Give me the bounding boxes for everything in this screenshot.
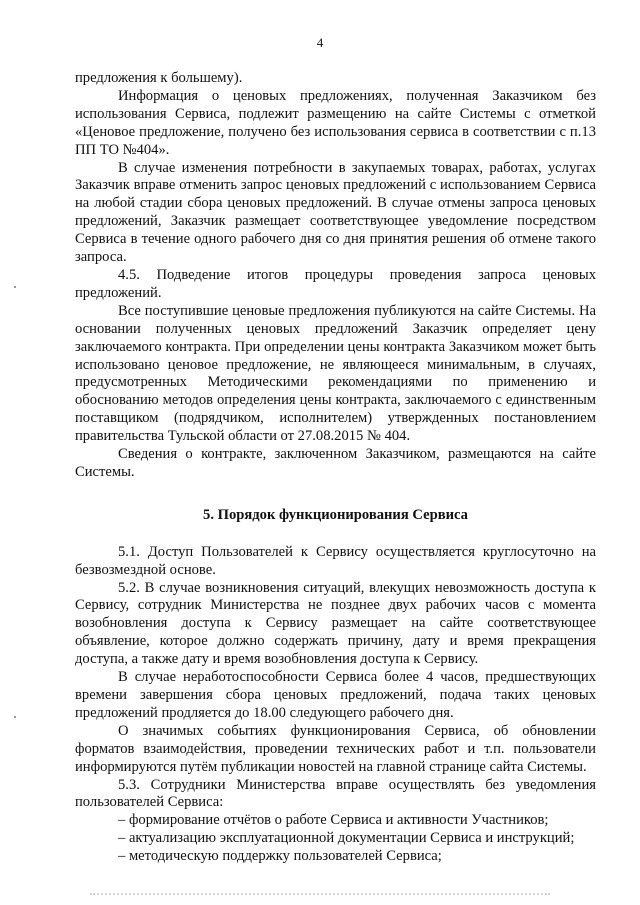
- paragraph: В случае изменения потребности в закупаемых товарах, работах, услугах Заказчик вправе отменить запрос ценовых предложений с использованием Сервиса на любой стадии сбора ценовых предложений. В случае отмены запроса ценовых предложений, Заказчик размещает соответствующее уведомление посредством Сервиса в течение одного рабочего дня со дня принятия решения об отмене такого запроса.: [75, 159, 596, 266]
- paragraph: Все поступившие ценовые предложения публикуются на сайте Системы. На основании полученных ценовых предложений Заказчик определяет цену заключаемого контракта. При определении цены контракта Заказчиком может быть использовано ценовое предложение, не являющееся минимальным, в случаях, предусмотренных Методическими рекомендациями по применению и обоснованию методов определения цены контракта, заключаемого с единственным поставщиком (подрядчиком, исполнителем) утвержденных постановлением правительства Тульской области от 27.08.2015 № 404.: [75, 302, 596, 445]
- paragraph: Сведения о контракте, заключенном Заказчиком, размещаются на сайте Системы.: [75, 446, 596, 480]
- list-item: – формирование отчётов о работе Сервиса и активности Участников;: [118, 812, 549, 829]
- paragraph-clause-5-2: 5.2. В случае возникновения ситуаций, влекущих невозможность доступа к Сервису, сотрудник Министерства не позднее двух рабочих часов с момента возобновления доступа к Сервису размещает на сайте соответствующее объявление, которое должно содержать причину, дату и время прекращения доступа, а также дату и время возобновления доступа к Сервису.: [75, 579, 596, 668]
- paragraph: Информация о ценовых предложениях, полученная Заказчиком без использования Сервиса, подлежит размещению на сайте Системы с отметкой «Ценовое предложение, получено без использования сервиса в соответствии с п.13 ПП ТО №404».: [75, 87, 596, 158]
- paragraph: В случае неработоспособности Сервиса более 4 часов, предшествующих времени завершения сбора ценовых предложений, подача таких ценовых предложений продляется до 18.00 следующего рабочего дня.: [75, 669, 596, 721]
- list-item: – методическую поддержку пользователей Сервиса;: [118, 848, 442, 865]
- paragraph: предложения к большему).: [75, 70, 243, 86]
- scan-artifact-line: [90, 893, 550, 897]
- section-heading: 5. Порядок функционирования Сервиса: [203, 506, 468, 523]
- paragraph-clause-4-5: 4.5. Подведение итогов процедуры проведения запроса ценовых предложений.: [75, 266, 596, 301]
- duties-list: [75, 812, 596, 866]
- scan-speck: [14, 286, 16, 288]
- list-item: – актуализацию эксплуатационной документации Сервиса и инструкций;: [118, 830, 575, 847]
- paragraph-clause-5-1: 5.1. Доступ Пользователей к Сервису осуществляется круглосуточно на безвозмездной основе.: [75, 543, 596, 578]
- document-body: [75, 70, 596, 866]
- scan-speck: [14, 716, 16, 718]
- paragraph-clause-5-3: 5.3. Сотрудники Министерства вправе осуществлять без уведомления пользователей Сервиса:: [75, 776, 596, 811]
- page-number: 4: [316, 35, 324, 50]
- paragraph: О значимых событиях функционирования Сервиса, об обновлении форматов взаимодействия, проведении технических работ и т.п. пользователи информируются путём публикации новостей на главной странице сайта Системы.: [75, 722, 596, 775]
